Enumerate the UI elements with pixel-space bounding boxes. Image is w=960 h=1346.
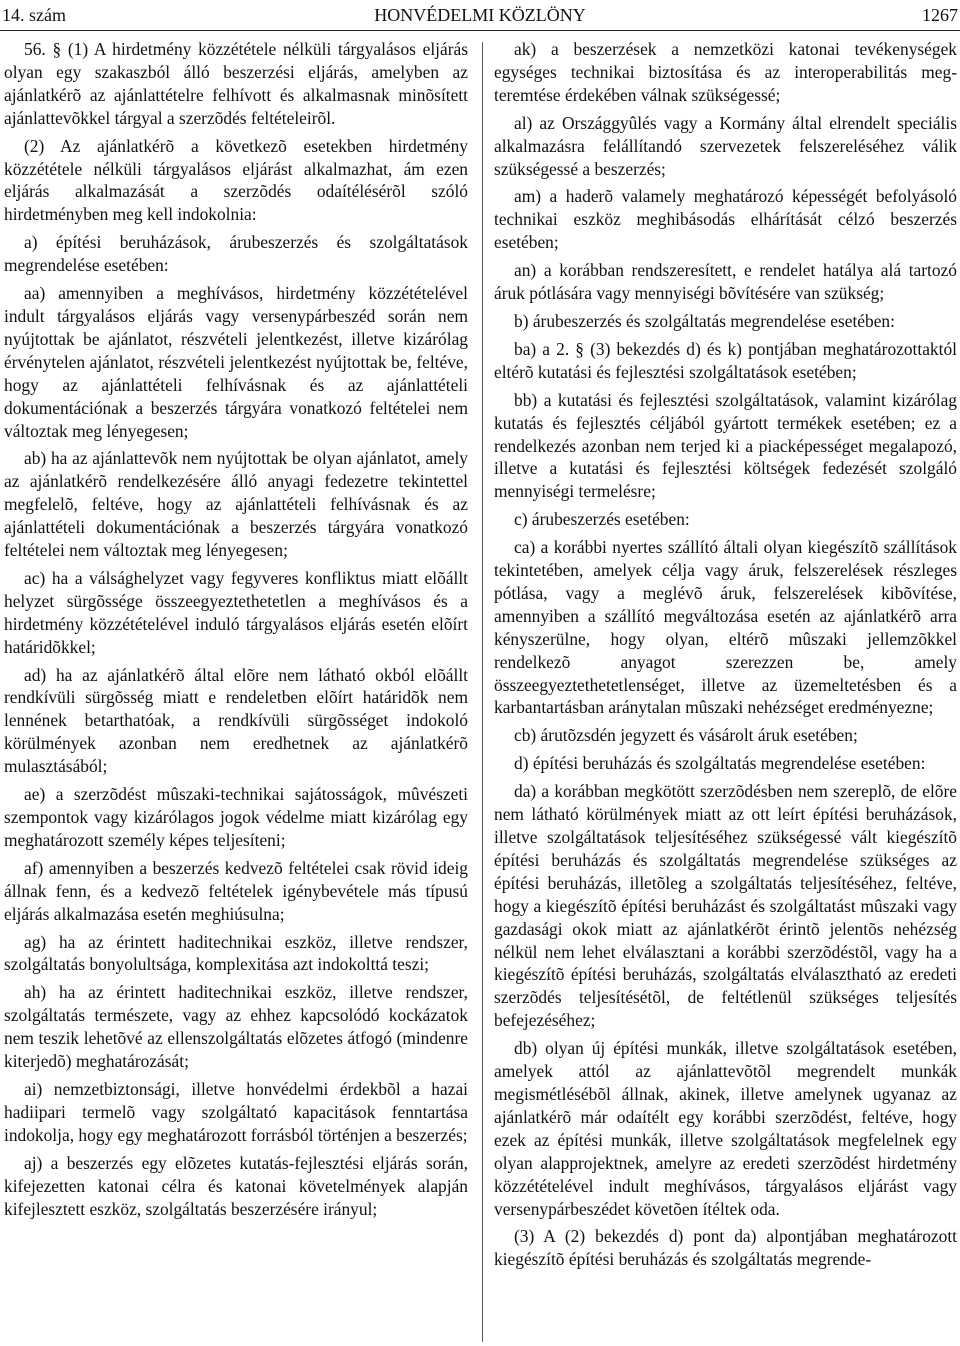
left-column bbox=[4, 38, 468, 1342]
paragraph: 56. § (1) A hirdetmény közzététele nélküli tárgyalásos eljárás olyan egy szakaszból álló beszerzési eljárás, amelyben az ajánlatkérõ az ajánlattételre felhívott és alkalmasnak minõsített ajánlattevõkkel tárgyal a szerzõdés feltételeirõl. bbox=[4, 39, 468, 128]
paragraph: ac) ha a válsághelyzet vagy fegyveres konfliktus miatt elõállt helyzet sürgõssége összeegyeztethetetlen a meghívásos és a hirdetmény közzétételével induló tárgyalásos eljárás esetén elõírt határidõkkel; bbox=[4, 567, 468, 657]
paragraph: db) olyan új építési munkák, illetve szolgáltatások esetében, amelyek attól az ajánlattevõtõl megrendelt munkák megismétlésébõl állnak, akinek, illetve amelynek ugyanaz az ajánlatkérõ már odaítélt egy korábbi szerzõdést, feltéve, hogy ezek az építési munkák, illetve szolgáltatások megfelelnek egy olyan alapprojektnek, amelyre az eredeti szerzõdést hirdetmény közzétételével indult meghívásos, tárgyalásos eljárást vagy versenypárbeszédet követõen ítéltek oda. bbox=[494, 1038, 957, 1219]
page-number: 1267 bbox=[922, 5, 958, 25]
paragraph: cb) árutõzsdén jegyzett és vásárolt áruk esetében; bbox=[514, 725, 858, 746]
column-divider bbox=[482, 42, 483, 1342]
paragraph: am) a haderõ valamely meghatározó képességét befolyásoló technikai eszköz meghibásodás elhárítását célzó beszerzés esetében; bbox=[494, 186, 957, 253]
paragraph: bb) a kutatási és fejlesztési szolgáltatások, valamint kizárólag kutatás és fejlesztés céljából gyártott termékek esetében; ez a rendelkezés azonban nem terjed ki a piacképességet megalapozó, illetve a kutatási és fejlesztési költségek fedezését szolgáló mennyiségi termelésre; bbox=[494, 389, 957, 502]
paragraph: al) az Országgyûlés vagy a Kormány által elrendelt speciális alkalmazásra felállítandó szervezetek felszereléséhez válik szükségessé a beszerzés; bbox=[494, 112, 957, 179]
header-rule bbox=[0, 30, 960, 31]
issue-number: 14. szám bbox=[2, 5, 66, 25]
paragraph: (3) A (2) bekezdés d) pont da) alpontjában meghatározott kiegészítõ építési beruházás és szolgáltatás megrende- bbox=[494, 1226, 957, 1270]
paragraph: aa) amennyiben a meghívásos, hirdetmény közzétételével indult tárgyalásos eljárás vagy versenypárbeszéd során nem nyújtottak be ajánlatot, részvételi jelentkezést, illetve kizárólag érvénytelen ajánlatot, részvételi jelentkezést nyújtottak be, feltéve, hogy az ajánlattételi felhívásnak és az ajánlattételi dokumentációnak a beszerzés tárgyára vonatkozó feltételei nem változtak meg lényegesen; bbox=[4, 283, 468, 441]
paragraph: ah) ha az érintett haditechnikai eszköz, illetve rendszer, szolgáltatás természete, vagy az ehhez kapcsolódó kockázatok nem teszik lehetõvé az ellenszolgáltatás elõzetes átfogó (mindenre kiterjedõ) meghatározását; bbox=[4, 982, 468, 1072]
paragraph: an) a korábban rendszeresített, e rendelet hatálya alá tartozó áruk pótlására vagy mennyiségi bõvítésére van szükség; bbox=[494, 260, 957, 304]
page-header bbox=[0, 0, 960, 30]
paragraph: ad) ha az ajánlatkérõ által elõre nem látható okból elõállt rendkívüli sürgõsség miatt e rendeletben elõírt határidõk nem lennének betarthatóak, a rendkívüli sürgõsséget indokoló körülmények azonban nem eredhetnek az ajánlatkérõ mulasztásából; bbox=[4, 664, 468, 777]
paragraph: af) amennyiben a beszerzés kedvezõ feltételei csak rövid ideig állnak fenn, és a kedvezõ feltételek igénybevétele más típusú eljárás alkalmazása esetén meghiúsulna; bbox=[4, 857, 468, 924]
paragraph: c) árubeszerzés esetében: bbox=[514, 509, 690, 530]
publication-title: HONVÉDELMI KÖZLÖNY bbox=[374, 5, 586, 25]
paragraph: d) építési beruházás és szolgáltatás megrendelése esetében: bbox=[514, 753, 926, 774]
paragraph: ak) a beszerzések a nemzetközi katonai tevékenységek egységes technikai biztosítása és az interoperabilitás megteremtése érdekében válnak szükségessé; bbox=[494, 39, 957, 105]
paragraph: ae) a szerzõdést mûszaki-technikai sajátosságok, mûvészeti szempontok vagy kizárólagos jogok védelme miatt kizárólag egy meghatározott személy képes teljesíteni; bbox=[4, 784, 468, 850]
paragraph: a) építési beruházások, árubeszerzés és szolgáltatások megrendelése esetében: bbox=[4, 232, 468, 276]
paragraph: da) a korábban megkötött szerzõdésben nem szereplõ, de elõre nem látható körülmények miatt az ott leírt építési beruházások, illetve szolgáltatások teljesítéséhez szükségessé vált kiegészítõ építési beruházás és szolgáltatás megrendelése szükséges az építési beruházás, illetõleg a szolgáltatás teljesítéséhez, feltéve, hogy a kiegészítõ építési beruházást és szolgáltatást mûszaki vagy gazdasági okok miatt az ajánlatkérõt érintõ jelentõs nehézség nélkül nem lehet elválasztani a korábbi szerzõdéstõl, vagy ha a kiegészítõ építési beruházás, szolgáltatás elválasztható az eredeti szerzõdés teljesítésétõl, de feltétlenül szükséges teljesítés befejezéséhez; bbox=[494, 781, 957, 1031]
paragraph: b) árubeszerzés és szolgáltatás megrendelése esetében: bbox=[514, 310, 895, 331]
paragraph: ca) a korábbi nyertes szállító általi olyan kiegészítõ szállítások tekintetében, amelyek célja vagy áruk, felszerelések részleges pótlása, vagy a meglévõ áruk, felszerelések kibõvítése, amennyiben a szállító megváltozása esetén az ajánlatkérõ arra kényszerülne, hogy olyan, eltérõ mûszaki jellemzõkkel rendelkezõ anyagot szerezzen be, amely összeegyeztethetetlenséget, illetve az üzemeltetésben és a karbantartásban aránytalan mûszaki nehézséget eredményezne; bbox=[494, 537, 957, 718]
paragraph: ba) a 2. § (3) bekezdés d) és k) pontjában meghatározottaktól eltérõ kutatási és fejlesztési szolgáltatások esetében; bbox=[494, 338, 957, 382]
right-column bbox=[494, 38, 957, 1342]
paragraph: ab) ha az ajánlattevõk nem nyújtottak be olyan ajánlatot, amely az ajánlatkérõ rendelkezésére álló anyagi fedezetre tekintettel megfelelõ, feltéve, hogy az ajánlattételi felhívásnak és az ajánlattételi dokumentációnak a beszerzés tárgyára vonatkozó feltételei nem változtak meg lényegesen; bbox=[4, 448, 468, 561]
paragraph: aj) a beszerzés egy elõzetes kutatás-fejlesztési eljárás során, kifejezetten katonai célra és katonai követelmények alapján kifejlesztett eszköz, szolgáltatás beszerzésére irányul; bbox=[4, 1152, 468, 1219]
paragraph: ai) nemzetbiztonsági, illetve honvédelmi érdekbõl a hazai hadiipari termelõ vagy szolgáltató kapacitások fenntartása indokolja, hogy egy meghatározott forrásból történjen a beszerzés; bbox=[4, 1078, 468, 1145]
paragraph: (2) Az ajánlatkérõ a következõ esetekben hirdetmény közzététele nélküli tárgyalásos eljárást alkalmazhat, ám ezen eljárás alkalmazását a szerzõdés odaítélésérõl szóló hirdetményben meg kell indokolnia: bbox=[4, 135, 468, 225]
paragraph: ag) ha az érintett haditechnikai eszköz, illetve rendszer, szolgáltatás bonyolultsága, komplexitása azt indokolttá teszi; bbox=[4, 931, 468, 975]
